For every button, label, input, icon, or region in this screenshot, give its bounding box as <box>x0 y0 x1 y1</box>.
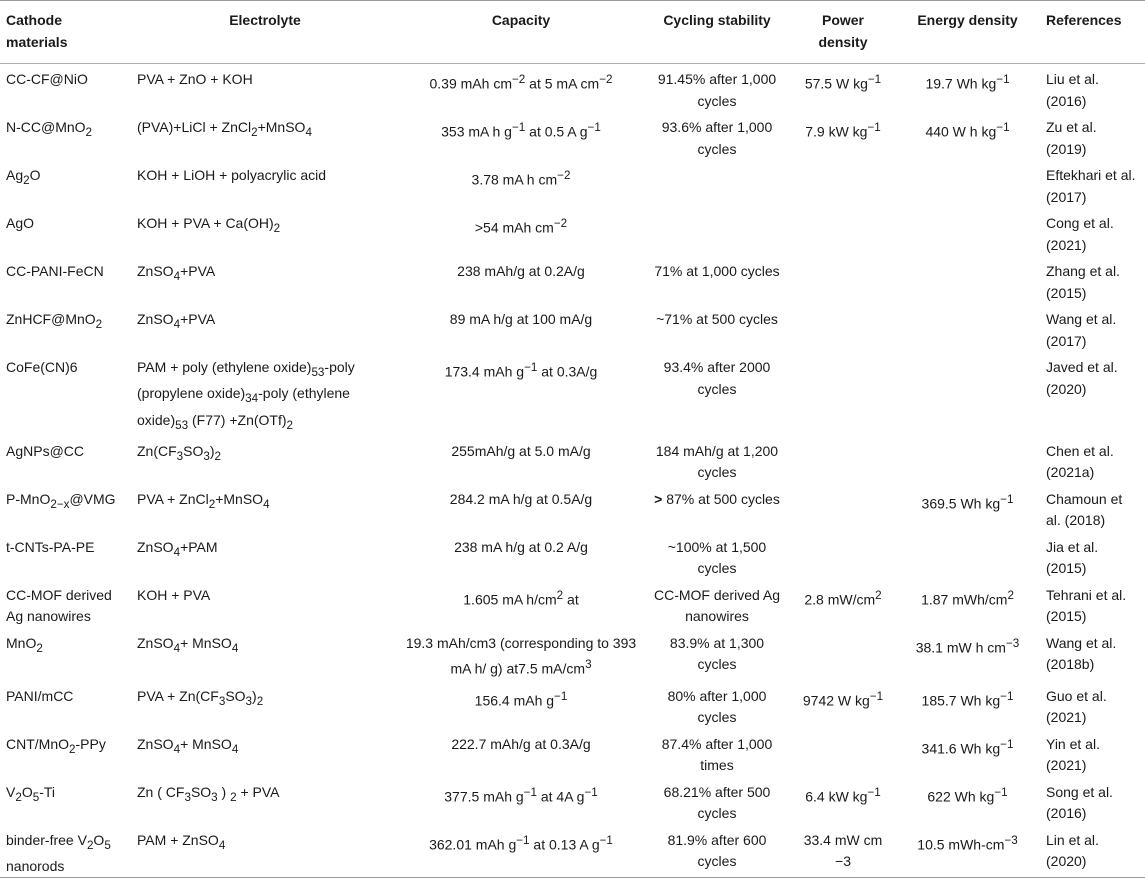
energy-density-cell: 185.7 Wh $kg^{-1}$ <box>921 689 1014 709</box>
cathode-cell: $V_2O_5-Ti$ <box>6 783 56 804</box>
power-density-cell: 2.8 $mW/cm^2$ <box>804 588 882 608</box>
capacity-cell: 353 mA h $g^{-1}$ at 0.5 A $g^{-1}$ <box>399 112 643 160</box>
cathode-cell: MnO$_2$ <box>0 628 131 681</box>
electrolyte-cell: PVA + ZnO + KOH <box>137 71 253 87</box>
cathode-cell: ZnHCF@MnO$_2$ <box>0 304 131 352</box>
cycling-stability-cell: 93.6% after 1,000 cycles <box>643 112 791 160</box>
reference-cell: Lin et al. (2020) <box>1040 825 1145 878</box>
reference-cell: Chamoun et al. (2018) <box>1046 490 1123 529</box>
table-row <box>0 628 1145 681</box>
table-row <box>0 304 1145 352</box>
capacity-cell: 362.01 mAh $g^{-1}$ at 0.13 A $g^{-1}$ <box>399 825 643 878</box>
electrolyte-cell: ZnSO$_4$+PAM <box>131 532 399 580</box>
power-density-cell <box>791 729 895 777</box>
reference-cell: Tehrani et al. (2015) <box>1046 586 1127 625</box>
table-row <box>0 777 1145 825</box>
energy-density-cell <box>895 304 1040 352</box>
power-density-cell <box>791 208 895 256</box>
energy-density-cell <box>895 352 1040 436</box>
cycling-stability-cell: 184 mAh/g at 1,200 cycles <box>643 436 791 484</box>
power-density-cell: 33.4 mW cm −3 <box>791 825 895 878</box>
reference-cell: Song et al. (2016) <box>1046 783 1113 822</box>
reference-cell: Yin et al. (2021) <box>1040 729 1145 777</box>
table-row <box>0 160 1145 208</box>
table-body <box>0 64 1145 878</box>
electrolyte-cell: ZnSO$_4$+PVA <box>137 263 216 283</box>
cycling-stability-cell <box>643 208 791 256</box>
cycling-stability-cell: 83.9% at 1,300 cycles <box>643 628 791 681</box>
cycling-stability-cell: ~100% at 1,500 cycles <box>643 532 791 580</box>
reference-cell: Wang et al. (2017) <box>1040 304 1145 352</box>
energy-density-cell: 10.5 mWh-$cm^{-3}$ <box>895 825 1040 878</box>
power-density-cell: 6.4 kW $kg^{-1}$ <box>805 785 881 805</box>
power-density-cell <box>791 484 895 532</box>
cycling-stability-cell: 81.9% after 600 cycles <box>643 825 791 878</box>
power-density-cell <box>791 436 895 484</box>
energy-density-cell <box>895 256 1040 304</box>
cycling-stability-cell: 87.4% after 1,000 times <box>643 729 791 777</box>
reference-cell: Eftekhari et al. (2017) <box>1046 167 1136 205</box>
cycling-stability-cell: 93.4% after 2000 cycles <box>663 359 771 397</box>
cathode-cell: PANI/mCC <box>6 687 74 704</box>
table-row <box>0 825 1145 878</box>
energy-density-cell: 19.7 Wh $kg^{-1}$ <box>925 73 1010 92</box>
cathode-cell: t-CNTs-PA-PE <box>0 532 131 580</box>
power-density-cell <box>791 256 895 304</box>
cathode-cell: CNT/MnO$_2$-PPy <box>0 729 131 777</box>
power-density-cell: 7.9 kW $kg^{-1}$ <box>791 112 895 160</box>
capacity-cell: 222.7 mAh/g at 0.3A/g <box>399 729 643 777</box>
energy-density-cell <box>895 160 1040 208</box>
table-row <box>0 484 1145 532</box>
table-row <box>0 681 1145 729</box>
reference-cell: Javed et al. (2020) <box>1046 359 1118 397</box>
energy-density-cell: 622 Wh $kg^{-1}$ <box>927 785 1008 805</box>
header-cycling-stability: Cycling stability <box>643 1 791 64</box>
energy-density-cell <box>895 532 1040 580</box>
cathode-cell: CoFe(CN)6 <box>6 359 78 375</box>
power-density-cell <box>791 304 895 352</box>
cathode-cell: CC-MOF derived Ag nanowires <box>6 586 112 625</box>
table-row <box>0 580 1145 628</box>
header-capacity: Capacity <box>399 1 643 64</box>
electrolyte-cell: PAM + poly (ethylene $oxide)_{53}$-poly (propylene $oxide)_{34}$-poly (ethylene $oxide)_{53}$ $(F77) +Zn(OTf)_2$ <box>137 359 355 432</box>
reference-cell: Zhang et al. (2015) <box>1046 263 1120 301</box>
energy-density-cell <box>895 208 1040 256</box>
header-row <box>0 1 1145 64</box>
power-density-cell: 57.5 W $kg^{-1}$ <box>804 73 882 92</box>
capacity-cell: 238 mA h/g at 0.2 A/g <box>399 532 643 580</box>
cathode-cell: N-CC@MnO$_2$ <box>0 112 131 160</box>
reference-cell: Liu et al. (2016) <box>1046 71 1099 109</box>
power-density-cell <box>791 352 895 436</box>
energy-density-cell: 369.5 Wh $kg^{-1}$ <box>921 492 1014 512</box>
reference-cell: Zu et al. (2019) <box>1040 112 1145 160</box>
energy-density-cell: 341.6 Wh $kg^{-1}$ <box>895 729 1040 777</box>
cathode-cell: CC-CF@NiO <box>6 71 88 87</box>
energy-density-cell: 38.1 mW h $cm^{-3}$ <box>895 628 1040 681</box>
cycling-stability-cell: ~71% at 500 cycles <box>643 304 791 352</box>
cycling-stability-cell: 80% after 1,000 cycles <box>667 687 767 726</box>
electrolyte-cell: KOH + PVA <box>137 586 211 603</box>
electrolyte-cell: (PVA)+LiCl + ZnCl$_2$+MnSO$_4$ <box>131 112 399 160</box>
table-row <box>0 256 1145 304</box>
energy-density-cell: 440 W h $kg^{-1}$ <box>895 112 1040 160</box>
electrolyte-cell: ZnSO$_4$+ MnSO$_4$ <box>131 729 399 777</box>
table-row <box>0 64 1145 113</box>
table-row <box>0 112 1145 160</box>
electrolyte-cell: ZnSO$_4$+PVA <box>131 304 399 352</box>
header-references: References <box>1040 1 1145 64</box>
table-row <box>0 208 1145 256</box>
capacity-cell: 3.78 mA h $cm^{-2}$ <box>471 169 571 188</box>
cathode-cell: AgNPs@CC <box>0 436 131 484</box>
header-electrolyte: Electrolyte <box>131 1 399 64</box>
cycling-stability-cell: 68.21% after 500 cycles <box>663 783 771 822</box>
reference-cell: Cong et al. (2021) <box>1040 208 1145 256</box>
electrolyte-cell: PVA + ZnCl$_2$+MnSO$_4$ <box>137 490 270 511</box>
reference-cell: Wang et al. (2018b) <box>1040 628 1145 681</box>
reference-cell: Chen et al. (2021a) <box>1040 436 1145 484</box>
capacity-cell: 255mAh/g at 5.0 mA/g <box>399 436 643 484</box>
cycling-stability-cell: 71% at 1,000 cycles <box>654 263 780 279</box>
electrolyte-cell: $Zn(CF_3SO_3)_2$ <box>131 436 399 484</box>
cathode-cell: CC-PANI-FeCN <box>6 263 104 279</box>
power-density-cell <box>791 532 895 580</box>
cathode-cell: P-MnO$_{2-x}$@VMG <box>6 490 116 511</box>
table-row <box>0 532 1145 580</box>
capacity-cell: 89 mA h/g at 100 mA/g <box>399 304 643 352</box>
energy-density-cell: 1.87 mWh/$cm^2$ <box>921 588 1014 608</box>
header-energy-density: Energy density <box>895 1 1040 64</box>
table-row <box>0 729 1145 777</box>
cycling-stability-cell <box>643 160 791 208</box>
capacity-cell: 238 mAh/g at 0.2A/g <box>457 263 585 279</box>
capacity-cell: >54 mAh $cm^{-2}$ <box>399 208 643 256</box>
electrolyte-cell: PAM + ZnSO$_4$ <box>131 825 399 878</box>
table-row <box>0 436 1145 484</box>
energy-density-cell <box>895 436 1040 484</box>
power-density-cell: 9742 W $kg^{-1}$ <box>802 689 884 709</box>
cathode-cell: AgO <box>0 208 131 256</box>
cycling-stability-cell: CC-MOF derived Ag nanowires <box>653 586 781 625</box>
reference-cell: Guo et al. (2021) <box>1046 687 1107 726</box>
capacity-cell: 377.5 mAh $g^{-1}$ at 4A $g^{-1}$ <box>444 785 598 805</box>
cycling-stability-cell: > 87% at 500 cycles <box>654 490 780 507</box>
capacity-cell: 0.39 mAh $cm^{-2}$ at 5 mA $cm^{-2}$ <box>429 73 613 92</box>
capacity-cell: 19.3 mAh/cm3 (corresponding to 393 mA h/ g) at7.5 $mA/cm^3$ <box>399 628 643 681</box>
capacity-cell: 156.4 mAh $g^{-1}$ <box>474 689 568 709</box>
electrolyte-cell: KOH + PVA + $Ca(OH)_2$ <box>131 208 399 256</box>
header-cathode-materials: Cathode materials <box>0 1 131 64</box>
electrolyte-cell: KOH + LiOH + polyacrylic acid <box>137 167 327 183</box>
cycling-stability-cell: 91.45% after 1,000 cycles <box>657 71 777 109</box>
header-power-density: Power density <box>791 1 895 64</box>
cathode-cell: $Ag_2O$ <box>6 167 41 187</box>
capacity-cell: 284.2 mA h/g at 0.5A/g <box>449 490 593 507</box>
capacity-cell: 173.4 mAh $g^{-1}$ at 0.3A/g <box>444 361 598 380</box>
electrolyte-cell: Zn ( $CF_3SO_3$ ) $_2$ + PVA <box>137 783 280 804</box>
table-row <box>0 352 1145 436</box>
electrolyte-cell: ZnSO$_4$+ MnSO$_4$ <box>131 628 399 681</box>
capacity-cell: 1.605 mA $h/cm^2$ at <box>463 588 579 608</box>
power-density-cell <box>791 628 895 681</box>
reference-cell: Jia et al. (2015) <box>1040 532 1145 580</box>
cathode-cell: binder-free $V_2O_5$ nanorods <box>0 825 131 878</box>
power-density-cell <box>791 160 895 208</box>
electrolyte-cell: PVA + $Zn(CF_3SO_3)_2$ <box>137 687 264 708</box>
